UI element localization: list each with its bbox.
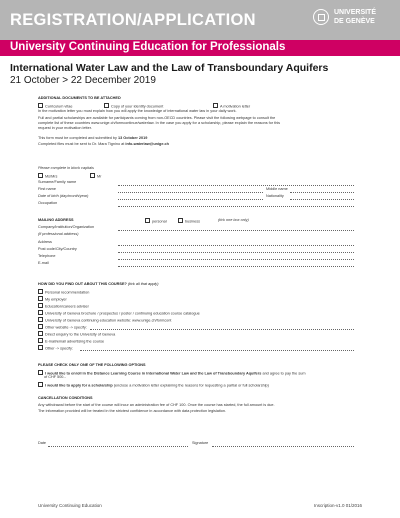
university-logo: UNIVERSITÉ DE GENÈVE <box>313 7 395 33</box>
doc-cv[interactable]: Curriculum vitae <box>38 103 72 109</box>
mailing-heading: MAILING ADDRESS <box>38 218 74 222</box>
hear-option[interactable]: Direct enquiry to the University of Geneva <box>38 331 115 337</box>
other-specify-field[interactable] <box>80 350 354 351</box>
postcode-label: Post code/City/Country <box>38 247 77 251</box>
subheader-bar <box>0 40 400 56</box>
doc-motivation[interactable]: A motivation letter <box>213 103 250 109</box>
checkbox[interactable] <box>38 310 43 315</box>
docs-note-2: Full and partial scholarships are available for participants coming from non-OECD countries. Please visit the following webpage to consult the <box>38 116 276 120</box>
option-scholarship[interactable]: I would like to apply for a scholarship (enclose a motivation letter explaining the reasons for requesting a partial or full scholarship) <box>38 382 269 388</box>
middle-name-label: Middle name <box>266 187 288 191</box>
docs-note-4: request in your motivation letter. <box>38 126 92 130</box>
footer-right: Inscription-v1.0 01/2016 <box>314 503 363 508</box>
checkbox[interactable] <box>38 345 43 350</box>
title-mr[interactable]: Mr <box>90 173 101 179</box>
address-label: Address <box>38 240 52 244</box>
hear-option[interactable]: University of Geneva continuing education website: www.unige.ch/formcont <box>38 317 171 323</box>
checkbox[interactable] <box>38 324 43 329</box>
company-field[interactable] <box>118 230 354 231</box>
mailing-personal[interactable]: personal <box>145 218 167 224</box>
course-dates: 21 October > 22 December 2019 <box>10 75 156 86</box>
other-website-field[interactable] <box>90 329 354 330</box>
send-line: Completed files must be sent to Dr. Mara Tignino at info-waterlaw@unige.ch <box>38 142 169 146</box>
checkbox[interactable] <box>104 103 109 108</box>
checkbox[interactable] <box>38 289 43 294</box>
nationality-field[interactable] <box>290 199 354 200</box>
cancel-line-1: Any withdrawal before the start of the course will incur an administration fee of CHF 100. Once the course has started, the full amount is due. <box>38 403 275 407</box>
docs-note-3: complete list of these countries www.unige.ch/formcontinue/waterlaw. In the case you apply for a scholarship, please explain the reasons for this <box>38 121 281 125</box>
doc-id[interactable]: Copy of your identity document <box>104 103 163 109</box>
dob-label: Date of birth (day/month/year) <box>38 194 89 198</box>
occupation-label: Occupation <box>38 201 58 205</box>
address-field[interactable] <box>118 245 354 246</box>
hear-option[interactable]: Other website -> specify: <box>38 324 87 330</box>
surname-field[interactable] <box>118 185 354 186</box>
checkbox[interactable] <box>38 370 43 375</box>
checkbox[interactable] <box>38 317 43 322</box>
checkbox[interactable] <box>90 173 95 178</box>
checkbox[interactable] <box>38 173 43 178</box>
mailing-tick-note: (tick one box only) <box>218 218 249 222</box>
header-bar <box>0 0 400 40</box>
checkbox[interactable] <box>38 331 43 336</box>
middle-name-field[interactable] <box>290 192 354 193</box>
checkbox[interactable] <box>213 103 218 108</box>
first-name-field[interactable] <box>118 192 263 193</box>
checkbox[interactable] <box>178 218 183 223</box>
title-ms[interactable]: Ms/Mrs <box>38 173 57 179</box>
occupation-field[interactable] <box>118 206 354 207</box>
first-name-label: First name <box>38 187 56 191</box>
program-subtitle: University Continuing Education for Professionals <box>10 41 286 53</box>
block-capitals-note: Please complete in block capitals <box>38 166 94 170</box>
hear-option[interactable]: E-mail/email advertising the course <box>38 338 104 344</box>
seal-icon <box>313 9 329 25</box>
option-enroll-fee: of CHF 500.- <box>44 375 66 379</box>
date-field[interactable] <box>48 446 188 447</box>
email-label: E-mail <box>38 261 49 265</box>
course-title: International Water Law and the Law of Transboundary Aquifers <box>10 62 329 74</box>
docs-heading: ADDITIONAL DOCUMENTS TO BE ATTACHED <box>38 96 121 100</box>
mailing-business[interactable]: business <box>178 218 200 224</box>
cancel-heading: CANCELLATION CONDITIONS <box>38 396 93 400</box>
form-title: REGISTRATION/APPLICATION <box>10 11 256 29</box>
footer-left: University Continuing Education <box>38 503 102 508</box>
telephone-label: Telephone <box>38 254 56 258</box>
email-field[interactable] <box>118 266 354 267</box>
telephone-field[interactable] <box>118 259 354 260</box>
hear-option[interactable]: Personal recommendation <box>38 289 89 295</box>
hear-option[interactable]: My employer <box>38 296 67 302</box>
checkbox[interactable] <box>38 382 43 387</box>
checkbox[interactable] <box>38 103 43 108</box>
options-heading: PLEASE CHECK ONLY ONE OF THE FOLLOWING OPTIONS <box>38 363 146 367</box>
checkbox[interactable] <box>38 296 43 301</box>
hear-heading: HOW DID YOU FIND OUT ABOUT THIS COURSE? (tick all that apply) <box>38 282 159 286</box>
surname-label: Surname/Family name <box>38 180 77 184</box>
hear-option[interactable]: Education/careers adviser <box>38 303 89 309</box>
docs-note-1: In the motivation letter you must explain how you will apply the knowledge of international water law in your daily work. <box>38 109 237 113</box>
deadline-line: This form must be completed and submitted by 13 October 2019 <box>38 136 148 140</box>
option-enroll[interactable]: I would like to enroll in the Distance Learning Course in International Water Law and the Law of Transboundary Aquifers and agree to pay the sum <box>38 370 306 376</box>
company-label: Company/Institution/Organization <box>38 225 95 229</box>
hear-option[interactable]: University of Geneva brochure / prospectus / poster / continuing education course catalogue <box>38 310 200 316</box>
postcode-field[interactable] <box>118 252 354 253</box>
cancel-line-2: The information provided will be treated in the strictest confidence in accordance with data protection legislation. <box>38 409 227 413</box>
dob-field[interactable] <box>118 199 263 200</box>
company-note: (if professional address) <box>38 232 79 236</box>
signature-field[interactable] <box>212 446 354 447</box>
signature-label: Signature <box>192 441 209 445</box>
hear-option[interactable]: Other -> specify: <box>38 345 73 351</box>
date-label: Date <box>38 441 47 445</box>
checkbox[interactable] <box>38 303 43 308</box>
checkbox[interactable] <box>145 218 150 223</box>
nationality-label: Nationality <box>266 194 284 198</box>
checkbox[interactable] <box>38 338 43 343</box>
